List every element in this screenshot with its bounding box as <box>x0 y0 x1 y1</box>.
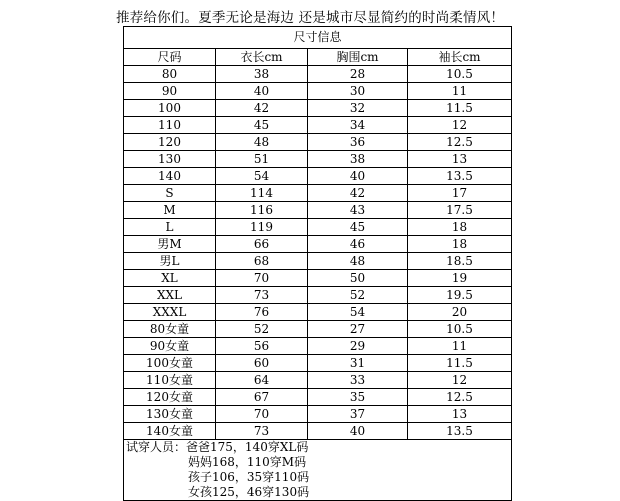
cell-length: 60 <box>216 355 308 372</box>
cell-chest: 42 <box>308 185 408 202</box>
cell-chest: 29 <box>308 338 408 355</box>
cell-size: XXL <box>124 287 216 304</box>
cell-size: 100 <box>124 100 216 117</box>
cell-sleeve: 19 <box>408 270 512 287</box>
cell-length: 119 <box>216 219 308 236</box>
cell-size: 80女童 <box>124 321 216 338</box>
cell-sleeve: 18.5 <box>408 253 512 270</box>
cell-sleeve: 17 <box>408 185 512 202</box>
cell-length: 76 <box>216 304 308 321</box>
cell-sleeve: 12 <box>408 117 512 134</box>
models-line-2: 妈妈168，110穿M码 <box>188 455 307 469</box>
cell-chest: 40 <box>308 423 408 440</box>
cell-length: 48 <box>216 134 308 151</box>
models-entry: 爸爸175，140穿XL码 <box>186 440 309 454</box>
table-row <box>124 287 512 304</box>
header-size: 尺码 <box>124 49 216 66</box>
table-row <box>124 304 512 321</box>
table-row <box>124 168 512 185</box>
cell-length: 70 <box>216 270 308 287</box>
cell-length: 45 <box>216 117 308 134</box>
header-length: 衣长cm <box>216 49 308 66</box>
cell-size: 120 <box>124 134 216 151</box>
cell-chest: 35 <box>308 389 408 406</box>
cell-size: S <box>124 185 216 202</box>
cell-chest: 48 <box>308 253 408 270</box>
cell-sleeve: 18 <box>408 219 512 236</box>
table-caption: 尺寸信息 <box>124 27 512 49</box>
cell-size: 110女童 <box>124 372 216 389</box>
cell-chest: 36 <box>308 134 408 151</box>
cell-sleeve: 19.5 <box>408 287 512 304</box>
table-row <box>124 372 512 389</box>
cell-sleeve: 10.5 <box>408 66 512 83</box>
cell-sleeve: 13.5 <box>408 423 512 440</box>
cell-sleeve: 17.5 <box>408 202 512 219</box>
cell-chest: 27 <box>308 321 408 338</box>
cell-size: 130 <box>124 151 216 168</box>
cell-length: 114 <box>216 185 308 202</box>
cell-length: 38 <box>216 66 308 83</box>
cell-chest: 31 <box>308 355 408 372</box>
cell-length: 54 <box>216 168 308 185</box>
cell-sleeve: 11.5 <box>408 100 512 117</box>
cell-length: 52 <box>216 321 308 338</box>
table-row <box>124 253 512 270</box>
cell-size: 140女童 <box>124 423 216 440</box>
table-row <box>124 236 512 253</box>
table-row <box>124 100 512 117</box>
table-row <box>124 134 512 151</box>
models-line-1 <box>126 440 511 455</box>
cell-sleeve: 10.5 <box>408 321 512 338</box>
cell-length: 70 <box>216 406 308 423</box>
table-row <box>124 219 512 236</box>
models-line-4: 女孩125，46穿130码 <box>188 485 310 499</box>
table-row <box>124 406 512 423</box>
cell-size: 110 <box>124 117 216 134</box>
cell-chest: 40 <box>308 168 408 185</box>
cell-chest: 43 <box>308 202 408 219</box>
cell-chest: 45 <box>308 219 408 236</box>
table-row <box>124 66 512 83</box>
cell-size: 120女童 <box>124 389 216 406</box>
cell-chest: 37 <box>308 406 408 423</box>
cell-size: L <box>124 219 216 236</box>
cell-size: 130女童 <box>124 406 216 423</box>
cell-size: 140 <box>124 168 216 185</box>
cell-size: 100女童 <box>124 355 216 372</box>
cell-sleeve: 13 <box>408 406 512 423</box>
cell-sleeve: 12 <box>408 372 512 389</box>
table-row <box>124 151 512 168</box>
cell-length: 73 <box>216 423 308 440</box>
cell-length: 51 <box>216 151 308 168</box>
models-label: 试穿人员： <box>126 440 187 454</box>
cell-sleeve: 18 <box>408 236 512 253</box>
cell-length: 73 <box>216 287 308 304</box>
cell-chest: 32 <box>308 100 408 117</box>
table-row <box>124 338 512 355</box>
cell-length: 67 <box>216 389 308 406</box>
cell-length: 42 <box>216 100 308 117</box>
cell-sleeve: 11.5 <box>408 355 512 372</box>
header-chest: 胸围cm <box>308 49 408 66</box>
cell-size: 80 <box>124 66 216 83</box>
cell-size: 90女童 <box>124 338 216 355</box>
header-sleeve: 袖长cm <box>408 49 512 66</box>
cell-sleeve: 12.5 <box>408 389 512 406</box>
cell-size: 男L <box>124 253 216 270</box>
cell-length: 68 <box>216 253 308 270</box>
cell-chest: 50 <box>308 270 408 287</box>
cell-chest: 34 <box>308 117 408 134</box>
cell-chest: 54 <box>308 304 408 321</box>
cell-sleeve: 11 <box>408 338 512 355</box>
cell-size: 90 <box>124 83 216 100</box>
models-note <box>124 440 512 501</box>
table-row <box>124 185 512 202</box>
size-table <box>123 26 512 501</box>
table-row <box>124 423 512 440</box>
cell-chest: 33 <box>308 372 408 389</box>
cell-size: XXXL <box>124 304 216 321</box>
cell-chest: 28 <box>308 66 408 83</box>
cell-chest: 30 <box>308 83 408 100</box>
cell-length: 40 <box>216 83 308 100</box>
cell-size: M <box>124 202 216 219</box>
table-row <box>124 355 512 372</box>
table-row <box>124 389 512 406</box>
table-row <box>124 270 512 287</box>
table-row <box>124 321 512 338</box>
cell-chest: 38 <box>308 151 408 168</box>
cell-length: 64 <box>216 372 308 389</box>
cell-length: 66 <box>216 236 308 253</box>
cell-size: 男M <box>124 236 216 253</box>
table-row <box>124 202 512 219</box>
models-row <box>124 440 512 501</box>
cell-size: XL <box>124 270 216 287</box>
cell-chest: 52 <box>308 287 408 304</box>
cell-sleeve: 20 <box>408 304 512 321</box>
cell-sleeve: 12.5 <box>408 134 512 151</box>
models-line-3: 孩子106，35穿110码 <box>188 470 310 484</box>
cell-chest: 46 <box>308 236 408 253</box>
caption-row <box>124 27 512 49</box>
intro-text: 推荐给你们。夏季无论是海边 还是城市尽显简约的时尚柔情风！ <box>116 10 505 26</box>
size-table-body <box>124 66 512 440</box>
cell-sleeve: 11 <box>408 83 512 100</box>
table-row <box>124 117 512 134</box>
cell-sleeve: 13.5 <box>408 168 512 185</box>
cell-length: 56 <box>216 338 308 355</box>
cell-sleeve: 13 <box>408 151 512 168</box>
table-row <box>124 83 512 100</box>
header-row <box>124 49 512 66</box>
cell-length: 116 <box>216 202 308 219</box>
